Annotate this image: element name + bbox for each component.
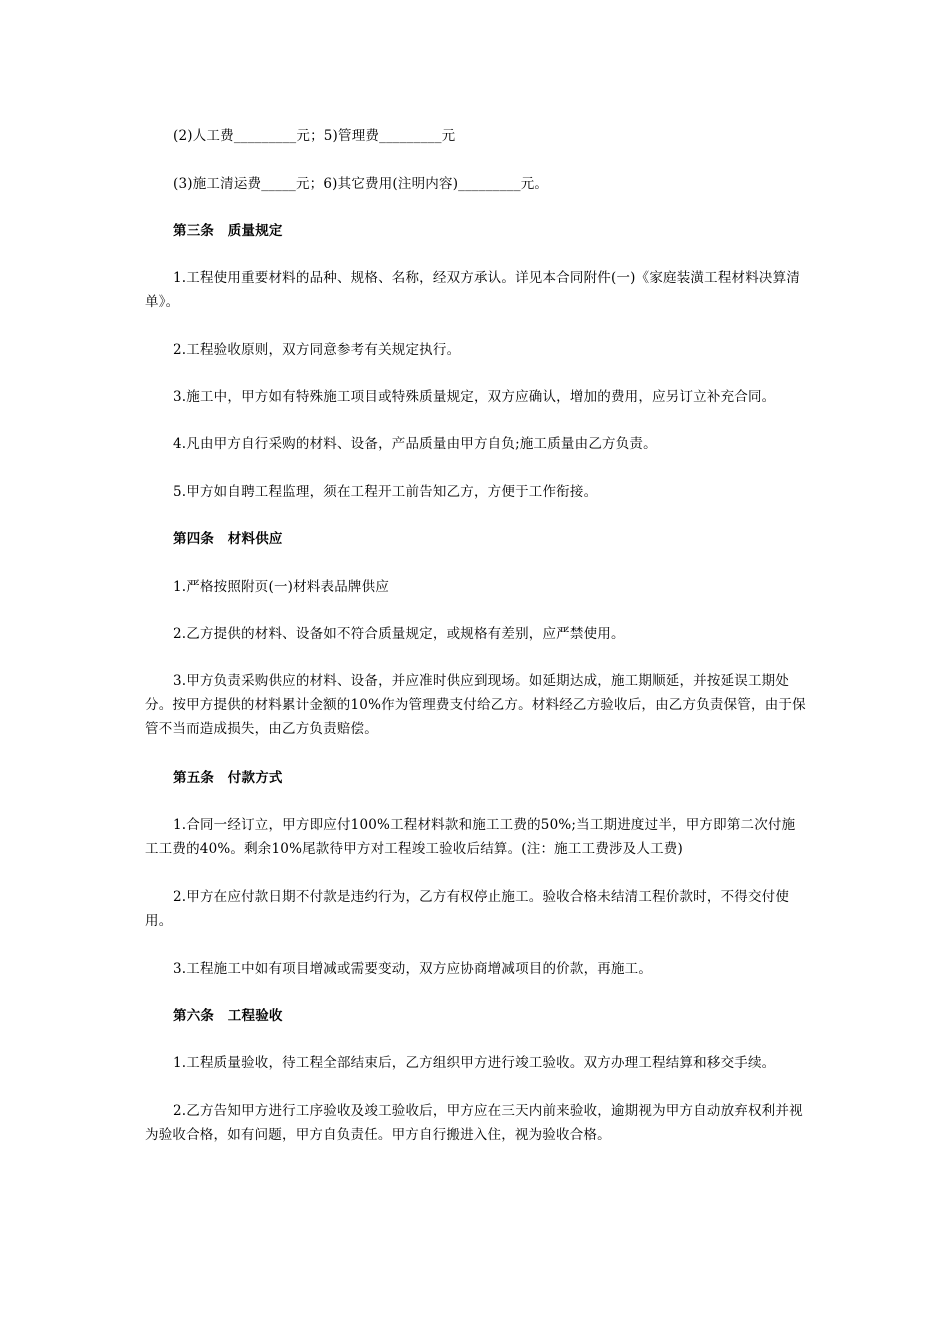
materials-clause-3: 3.甲方负责采购供应的材料、设备，并应准时供应到现场。如延期达成，施工期顺延，并按延误工期处分。按甲方提供的材料累计金额的10%作为管理费支付给乙方。材料经乙方验收后，由乙方负责保管，由于保管不当而造成损失，由乙方负责赔偿。: [145, 673, 806, 737]
quality-clause-4: 4.凡由甲方自行采购的材料、设备，产品质量由甲方自负;施工质量由乙方负责。: [173, 436, 657, 452]
section-heading-quality: 第三条 质量规定: [173, 223, 283, 239]
payment-clause-2: 2.甲方在应付款日期不付款是违约行为，乙方有权停止施工。验收合格未结清工程价款时，不得交付使用。: [145, 889, 790, 929]
quality-clause-5: 5.甲方如自聘工程监理，须在工程开工前告知乙方，方便于工作衔接。: [173, 484, 598, 500]
acceptance-clause-1: 1.工程质量验收，待工程全部结束后，乙方组织甲方进行竣工验收。双方办理工程结算和移交手续。: [173, 1055, 776, 1071]
quality-clause-2: 2.工程验收原则，双方同意参考有关规定执行。: [173, 342, 461, 358]
materials-clause-1: 1.严格按照附页(一)材料表品牌供应: [173, 579, 390, 595]
fee-line-cleanup-other: (3)施工清运费_____元；6)其它费用(注明内容)_________元。: [173, 176, 549, 192]
materials-clause-2: 2.乙方提供的材料、设备如不符合质量规定，或规格有差别，应严禁使用。: [173, 626, 625, 642]
fee-line-labor-management: (2)人工费_________元；5)管理费_________元: [173, 128, 456, 144]
section-heading-materials: 第四条 材料供应: [173, 531, 283, 547]
quality-clause-3: 3.施工中，甲方如有特殊施工项目或特殊质量规定，双方应确认，增加的费用，应另订立补充合同。: [173, 389, 776, 405]
quality-clause-1: 1.工程使用重要材料的品种、规格、名称，经双方承认。详见本合同附件(一)《家庭装潢工程材料决算清单》。: [145, 270, 801, 310]
payment-clause-1: 1.合同一经订立，甲方即应付100%工程材料款和施工工费的50%;当工期进度过半，甲方即第二次付施工工费的40%。剩余10%尾款待甲方对工程竣工验收后结算。(注：施工工费涉及人工费): [145, 817, 796, 857]
payment-clause-3: 3.工程施工中如有项目增减或需要变动，双方应协商增减项目的价款，再施工。: [173, 961, 653, 977]
acceptance-clause-2: 2.乙方告知甲方进行工序验收及竣工验收后，甲方应在三天内前来验收，逾期视为甲方自动放弃权利并视为验收合格，如有问题，甲方自负责任。甲方自行搬进入住，视为验收合格。: [145, 1103, 803, 1143]
section-heading-acceptance: 第六条 工程验收: [173, 1008, 283, 1024]
section-heading-payment: 第五条 付款方式: [173, 770, 283, 786]
